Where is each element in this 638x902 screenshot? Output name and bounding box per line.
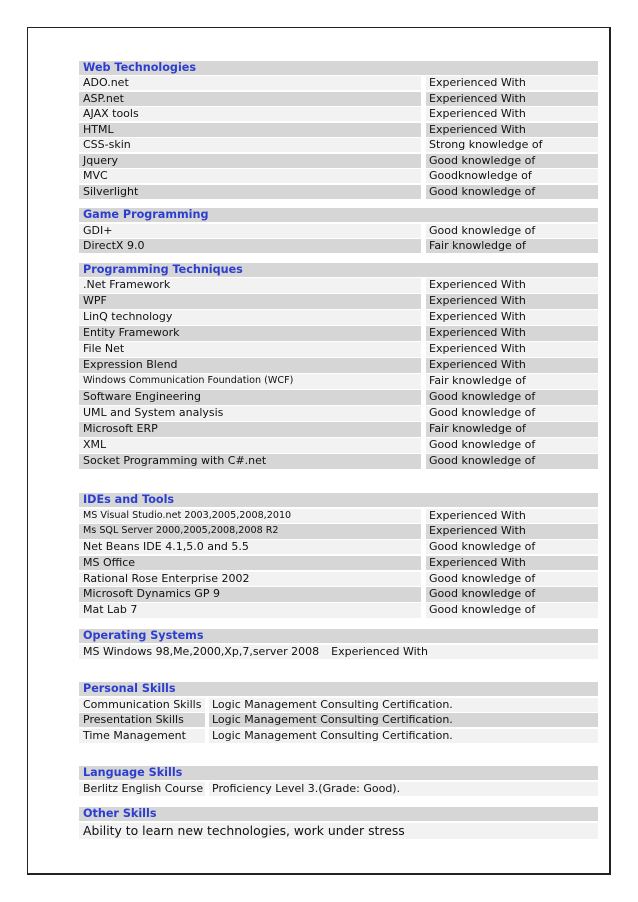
skill-level: Good knowledge of xyxy=(426,454,598,469)
skill-name: AJAX tools xyxy=(79,107,421,121)
skill-name: Ms SQL Server 2000,2005,2008,2008 R2 xyxy=(79,524,421,538)
ides-and-tools-list xyxy=(79,509,598,618)
section-heading-ides-and-tools: IDEs and Tools xyxy=(79,493,598,507)
section-heading-personal-skills: Personal Skills xyxy=(79,682,598,696)
skill-name: XML xyxy=(79,438,421,453)
web-technologies-list xyxy=(79,76,598,199)
skill-row xyxy=(79,572,598,586)
skill-level: Experienced With xyxy=(426,556,598,570)
skill-name: MVC xyxy=(79,169,421,183)
skill-level: Good knowledge of xyxy=(426,603,598,617)
skill-level: Good knowledge of xyxy=(426,185,598,199)
skill-level: Good knowledge of xyxy=(426,154,598,168)
skill-row xyxy=(79,326,598,341)
skill-name: Microsoft ERP xyxy=(79,422,421,437)
skill-name: HTML xyxy=(79,123,421,137)
skill-name: LinQ technology xyxy=(79,310,421,325)
skill-name: GDI+ xyxy=(79,224,421,238)
section-heading-web-technologies: Web Technologies xyxy=(79,61,598,75)
skill-row xyxy=(79,185,598,199)
skill-row xyxy=(79,169,598,183)
skill-level: Experienced With xyxy=(426,278,598,293)
skill-row xyxy=(79,540,598,554)
skill-level: Good knowledge of xyxy=(426,587,598,601)
language-course: Berlitz English Course xyxy=(79,782,205,796)
resume-page xyxy=(27,27,611,875)
skill-row xyxy=(79,422,598,437)
skill-name: Silverlight xyxy=(79,185,421,199)
skill-row xyxy=(79,556,598,570)
skill-level: Good knowledge of xyxy=(426,540,598,554)
skill-name: Software Engineering xyxy=(79,390,421,405)
skill-name: Socket Programming with C#.net xyxy=(79,454,421,469)
skill-name: ASP.net xyxy=(79,92,421,106)
skill-name: Net Beans IDE 4.1,5.0 and 5.5 xyxy=(79,540,421,554)
skill-level: Experienced With xyxy=(426,107,598,121)
skill-name: File Net xyxy=(79,342,421,357)
skill-name: WPF xyxy=(79,294,421,309)
game-programming-list xyxy=(79,224,598,254)
personal-skill-row xyxy=(79,713,598,727)
skill-level: Experienced With xyxy=(426,342,598,357)
language-skill-row xyxy=(79,782,598,796)
skill-row xyxy=(79,310,598,325)
skill-level: Good knowledge of xyxy=(426,224,598,238)
skill-row xyxy=(79,107,598,121)
skill-row xyxy=(79,406,598,421)
section-heading-operating-systems: Operating Systems xyxy=(79,629,598,643)
skill-name: Rational Rose Enterprise 2002 xyxy=(79,572,421,586)
section-heading-other-skills: Other Skills xyxy=(79,807,598,821)
skill-name: DirectX 9.0 xyxy=(79,239,421,253)
section-heading-language-skills: Language Skills xyxy=(79,766,598,780)
skill-name: MS Visual Studio.net 2003,2005,2008,2010 xyxy=(79,509,421,523)
skill-level: Experienced With xyxy=(426,76,598,90)
personal-skill-certification: Logic Management Consulting Certification. xyxy=(209,713,598,727)
skill-row xyxy=(79,138,598,152)
skill-row xyxy=(79,76,598,90)
skill-row xyxy=(79,454,598,469)
personal-skill-certification: Logic Management Consulting Certification. xyxy=(209,729,598,743)
skill-name: CSS-skin xyxy=(79,138,421,152)
personal-skill-name: Communication Skills xyxy=(79,698,205,712)
skill-row xyxy=(79,587,598,601)
operating-system-level: Experienced With xyxy=(331,644,428,658)
skill-level: Goodknowledge of xyxy=(426,169,598,183)
operating-system-name: MS Windows 98,Me,2000,Xp,7,server 2008 xyxy=(83,644,320,658)
skill-level: Experienced With xyxy=(426,524,598,538)
skill-row xyxy=(79,278,598,293)
skill-name: UML and System analysis xyxy=(79,406,421,421)
skill-level: Experienced With xyxy=(426,123,598,137)
skill-row xyxy=(79,374,598,389)
skill-name: Mat Lab 7 xyxy=(79,603,421,617)
skill-name: MS Office xyxy=(79,556,421,570)
skill-row xyxy=(79,342,598,357)
skill-name: ADO.net xyxy=(79,76,421,90)
personal-skill-row xyxy=(79,729,598,743)
language-level: Proficiency Level 3.(Grade: Good). xyxy=(209,782,598,796)
skill-level: Experienced With xyxy=(426,326,598,341)
skill-name: Jquery xyxy=(79,154,421,168)
skill-level: Experienced With xyxy=(426,310,598,325)
skill-row xyxy=(79,294,598,309)
skill-row xyxy=(79,154,598,168)
section-heading-game-programming: Game Programming xyxy=(79,208,598,222)
skill-row xyxy=(79,239,598,253)
skill-level: Experienced With xyxy=(426,294,598,309)
skills-content xyxy=(79,59,598,839)
personal-skill-row xyxy=(79,698,598,712)
skill-name: Windows Communication Foundation (WCF) xyxy=(79,374,421,389)
skill-level: Good knowledge of xyxy=(426,438,598,453)
personal-skill-name: Time Management xyxy=(79,729,205,743)
skill-level: Experienced With xyxy=(426,92,598,106)
skill-name: Microsoft Dynamics GP 9 xyxy=(79,587,421,601)
skill-level: Fair knowledge of xyxy=(426,422,598,437)
skill-level: Good knowledge of xyxy=(426,406,598,421)
skill-name: .Net Framework xyxy=(79,278,421,293)
personal-skill-name: Presentation Skills xyxy=(79,713,205,727)
skill-row xyxy=(79,123,598,137)
personal-skill-certification: Logic Management Consulting Certification. xyxy=(209,698,598,712)
skill-level: Experienced With xyxy=(426,509,598,523)
skill-level: Good knowledge of xyxy=(426,390,598,405)
skill-level: Strong knowledge of xyxy=(426,138,598,152)
skill-row xyxy=(79,438,598,453)
skill-row xyxy=(79,390,598,405)
skill-level: Good knowledge of xyxy=(426,572,598,586)
other-skills-text: Ability to learn new technologies, work under stress xyxy=(79,823,598,839)
skill-level: Fair knowledge of xyxy=(426,374,598,389)
skill-row xyxy=(79,358,598,373)
section-heading-programming-techniques: Programming Techniques xyxy=(79,263,598,277)
skill-name: Entity Framework xyxy=(79,326,421,341)
skill-row xyxy=(79,524,598,538)
skill-level: Fair knowledge of xyxy=(426,239,598,253)
skill-row xyxy=(79,224,598,238)
skill-level: Experienced With xyxy=(426,358,598,373)
skill-name: Expression Blend xyxy=(79,358,421,373)
programming-techniques-list xyxy=(79,278,598,469)
operating-system-row xyxy=(79,645,598,659)
skill-row xyxy=(79,92,598,106)
skill-row xyxy=(79,509,598,523)
personal-skills-list xyxy=(79,698,598,743)
skill-row xyxy=(79,603,598,617)
